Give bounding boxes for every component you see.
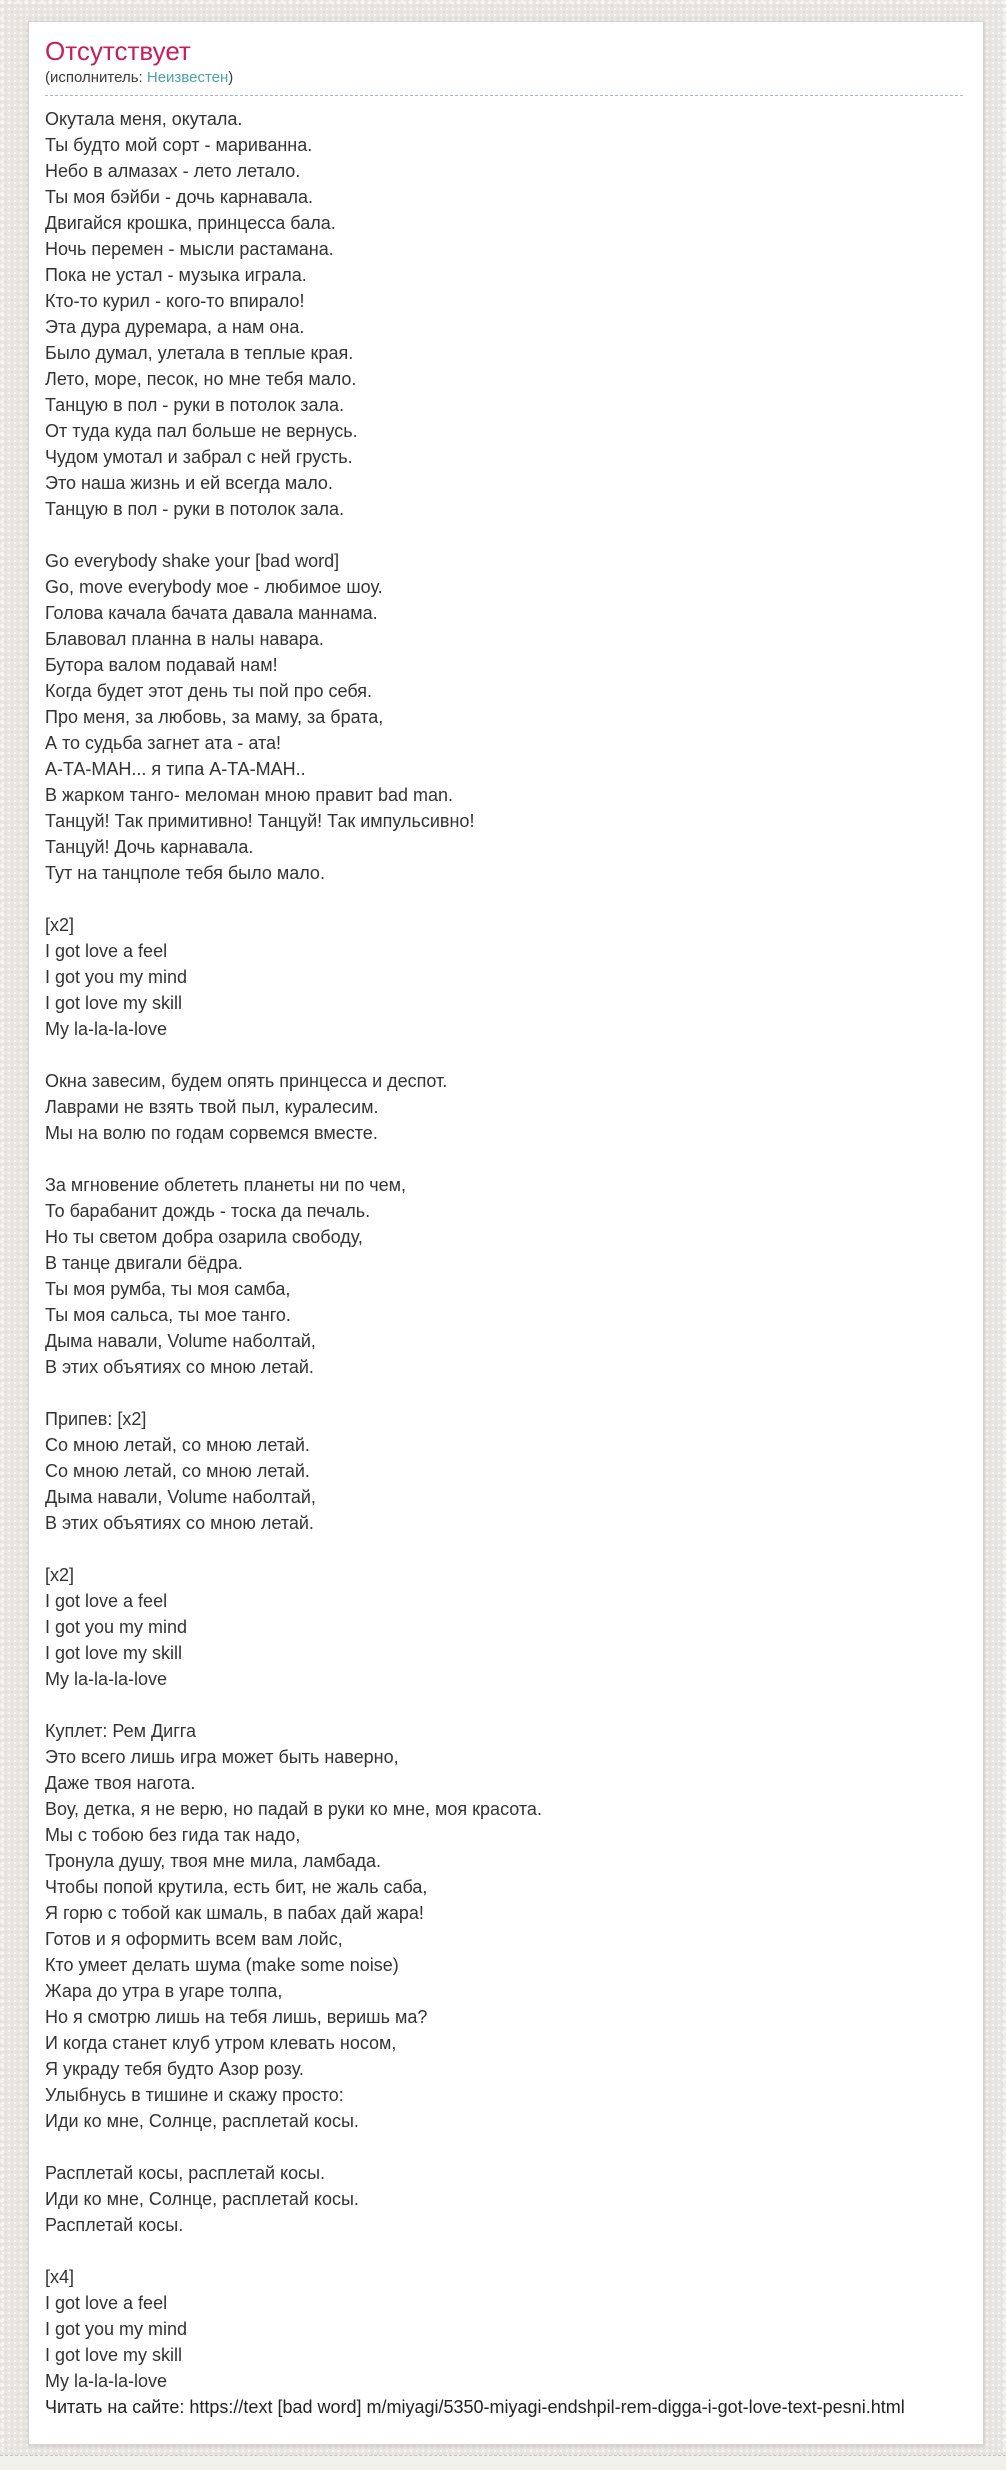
lyric-line: I got love my skill <box>45 1643 183 1663</box>
lyric-line: Дыма навали, Volume наболтай, <box>45 1487 316 1507</box>
lyric-line: Мы с тобою без гида так надо, <box>45 1825 301 1845</box>
lyric-line: Жара до утра в угаре толпа, <box>45 1981 283 2001</box>
lyric-line: Кто-то курил - кого-то впирало! <box>45 291 305 311</box>
lyric-line: I got love a feel <box>45 1591 168 1611</box>
stanza <box>45 1562 963 1692</box>
lyric-line: Go, move everybody мое - любимое шоу. <box>45 577 383 597</box>
lyric-line: I got love my skill <box>45 993 183 1013</box>
lyric-line: Танцуй! Дочь карнавала. <box>45 837 254 857</box>
lyric-line: Чудом умотал и забрал с ней грусть. <box>45 447 353 467</box>
lyric-line: Иди ко мне, Солнце, расплетай косы. <box>45 2189 359 2209</box>
lyric-line: Припев: [x2] <box>45 1409 147 1429</box>
lyric-line: I got love a feel <box>45 941 168 961</box>
lyric-line: Расплетай косы. <box>45 2215 184 2235</box>
lyrics-card <box>28 21 984 2445</box>
lyric-line: [x4] <box>45 2267 75 2287</box>
lyric-line: Ты будто мой сорт - мариванна. <box>45 135 313 155</box>
lyric-line: I got you my mind <box>45 1617 188 1637</box>
lyric-line: Ты моя бэйби - дочь карнавала. <box>45 187 313 207</box>
lyric-line: Двигайся крошка, принцесса бала. <box>45 213 336 233</box>
lyric-line: Улыбнусь в тишине и скажу просто: <box>45 2085 344 2105</box>
stanza <box>45 106 963 522</box>
lyric-line: Иди ко мне, Солнце, расплетай косы. <box>45 2111 359 2131</box>
stanza <box>45 2160 963 2238</box>
lyric-line: Воу, детка, я не верю, но падай в руки ко мне, моя красота. <box>45 1799 542 1819</box>
lyric-line: Бутора валом подавай нам! <box>45 655 278 675</box>
lyric-line: Пока не устал - музыка играла. <box>45 265 307 285</box>
lyric-line: My la-la-la-love <box>45 1669 168 1689</box>
song-title: Отсутствует <box>45 36 191 66</box>
lyric-line: My la-la-la-love <box>45 1019 168 1039</box>
lyric-line: My la-la-la-love <box>45 2371 168 2391</box>
lyric-line: Это наша жизнь и ей всегда мало. <box>45 473 333 493</box>
lyric-line: Тронула душу, твоя мне мила, ламбада. <box>45 1851 381 1871</box>
lyric-line: Ты моя сальса, ты мое танго. <box>45 1305 291 1325</box>
lyric-line: Танцую в пол - руки в потолок зала. <box>45 499 345 519</box>
lyric-line: В этих объятиях со мною летай. <box>45 1357 314 1377</box>
lyric-line: Голова качала бачата давала маннама. <box>45 603 378 623</box>
lyric-line: I got love a feel <box>45 2293 168 2313</box>
lyric-line: Лаврами не взять твой пыл, куралесим. <box>45 1097 379 1117</box>
source-url-line: Читать на сайте: https://text [bad word] m/miyagi/5350-miyagi-endshpil-rem-digga-i-got-love-text-pesni.html <box>45 2394 905 2420</box>
lyric-line: Дыма навали, Volume наболтай, <box>45 1331 316 1351</box>
stanza <box>45 912 963 1042</box>
stanza <box>45 548 963 886</box>
artist-label-prefix: (исполнитель: <box>45 69 147 86</box>
artist-link[interactable]: Неизвестен <box>146 69 229 86</box>
dashed-separator <box>45 95 963 96</box>
lyric-line: То барабанит дождь - тоска да печаль. <box>45 1201 371 1221</box>
lyric-line: [x2] <box>45 915 75 935</box>
lyric-line: Танцую в пол - руки в потолок зала. <box>45 395 345 415</box>
footer-bar <box>0 2455 1006 2470</box>
lyric-line: Со мною летай, со мною летай. <box>45 1435 310 1455</box>
artist-label-suffix: ) <box>228 69 234 86</box>
lyric-line: Готов и я оформить всем вам лойс, <box>45 1929 343 1949</box>
lyric-line: За мгновение облететь планеты ни по чем, <box>45 1175 406 1195</box>
lyric-line: Эта дура дуремара, а нам она. <box>45 317 305 337</box>
lyric-line: Лето, море, песок, но мне тебя мало. <box>45 369 357 389</box>
lyric-line: Но ты светом добра озарила свободу, <box>45 1227 363 1247</box>
lyric-line: А-ТА-МАН... я типа А-ТА-МАН.. <box>45 759 306 779</box>
lyric-line: В танце двигали бёдра. <box>45 1253 243 1273</box>
lyric-line: Расплетай косы, расплетай косы. <box>45 2163 326 2183</box>
stanza <box>45 1068 963 1146</box>
lyric-line: Это всего лишь игра может быть наверно, <box>45 1747 399 1767</box>
lyric-line: Блавовал планна в налы навара. <box>45 629 324 649</box>
lyric-line: Было думал, улетала в теплые края. <box>45 343 354 363</box>
lyric-line: Танцуй! Так примитивно! Танцуй! Так импульсивно! <box>45 811 475 831</box>
lyric-line: Окна завесим, будем опять принцесса и деспот. <box>45 1071 448 1091</box>
stanza <box>45 2264 963 2394</box>
lyric-line: Даже твоя нагота. <box>45 1773 196 1793</box>
lyric-line: Тут на танцполе тебя было мало. <box>45 863 325 883</box>
lyric-line: Мы на волю по годам сорвемся вместе. <box>45 1123 378 1143</box>
lyric-line: Ты моя румба, ты моя самба, <box>45 1279 291 1299</box>
lyric-line: Куплет: Рем Дигга <box>45 1721 196 1741</box>
lyric-line: I got you my mind <box>45 2319 188 2339</box>
lyric-line: Я украду тебя будто Азор розу. <box>45 2059 304 2079</box>
lyric-line: Go everybody shake your [bad word] <box>45 551 340 571</box>
stanza <box>45 1172 963 1380</box>
lyric-line: В этих объятиях со мною летай. <box>45 1513 314 1533</box>
lyrics-text <box>45 106 963 2394</box>
lyric-line: Окутала меня, окутала. <box>45 109 243 129</box>
lyric-line: Чтобы попой крутила, есть бит, не жаль саба, <box>45 1877 428 1897</box>
lyric-line: От туда куда пал больше не вернусь. <box>45 421 358 441</box>
lyric-line: И когда станет клуб утром клевать носом, <box>45 2033 397 2053</box>
lyric-line: Но я смотрю лишь на тебя лишь, веришь ма? <box>45 2007 428 2027</box>
lyric-line: I got love my skill <box>45 2345 183 2365</box>
artist-line <box>45 68 963 88</box>
stanza <box>45 1406 963 1536</box>
lyric-line: А то судьба загнет ата - ата! <box>45 733 282 753</box>
lyric-line: Когда будет этот день ты пой про себя. <box>45 681 373 701</box>
lyric-line: Я горю с тобой как шмаль, в пабах дай жара! <box>45 1903 424 1923</box>
lyric-line: Ночь перемен - мысли растамана. <box>45 239 334 259</box>
lyric-line: Небо в алмазах - лето летало. <box>45 161 301 181</box>
lyric-line: Со мною летай, со мною летай. <box>45 1461 310 1481</box>
lyric-line: Кто умеет делать шума (make some noise) <box>45 1955 399 1975</box>
stanza <box>45 1718 963 2134</box>
lyric-line: I got you my mind <box>45 967 188 987</box>
lyric-line: [x2] <box>45 1565 75 1585</box>
lyric-line: В жарком танго- меломан мною правит bad man. <box>45 785 454 805</box>
lyric-line: Про меня, за любовь, за маму, за брата, <box>45 707 384 727</box>
